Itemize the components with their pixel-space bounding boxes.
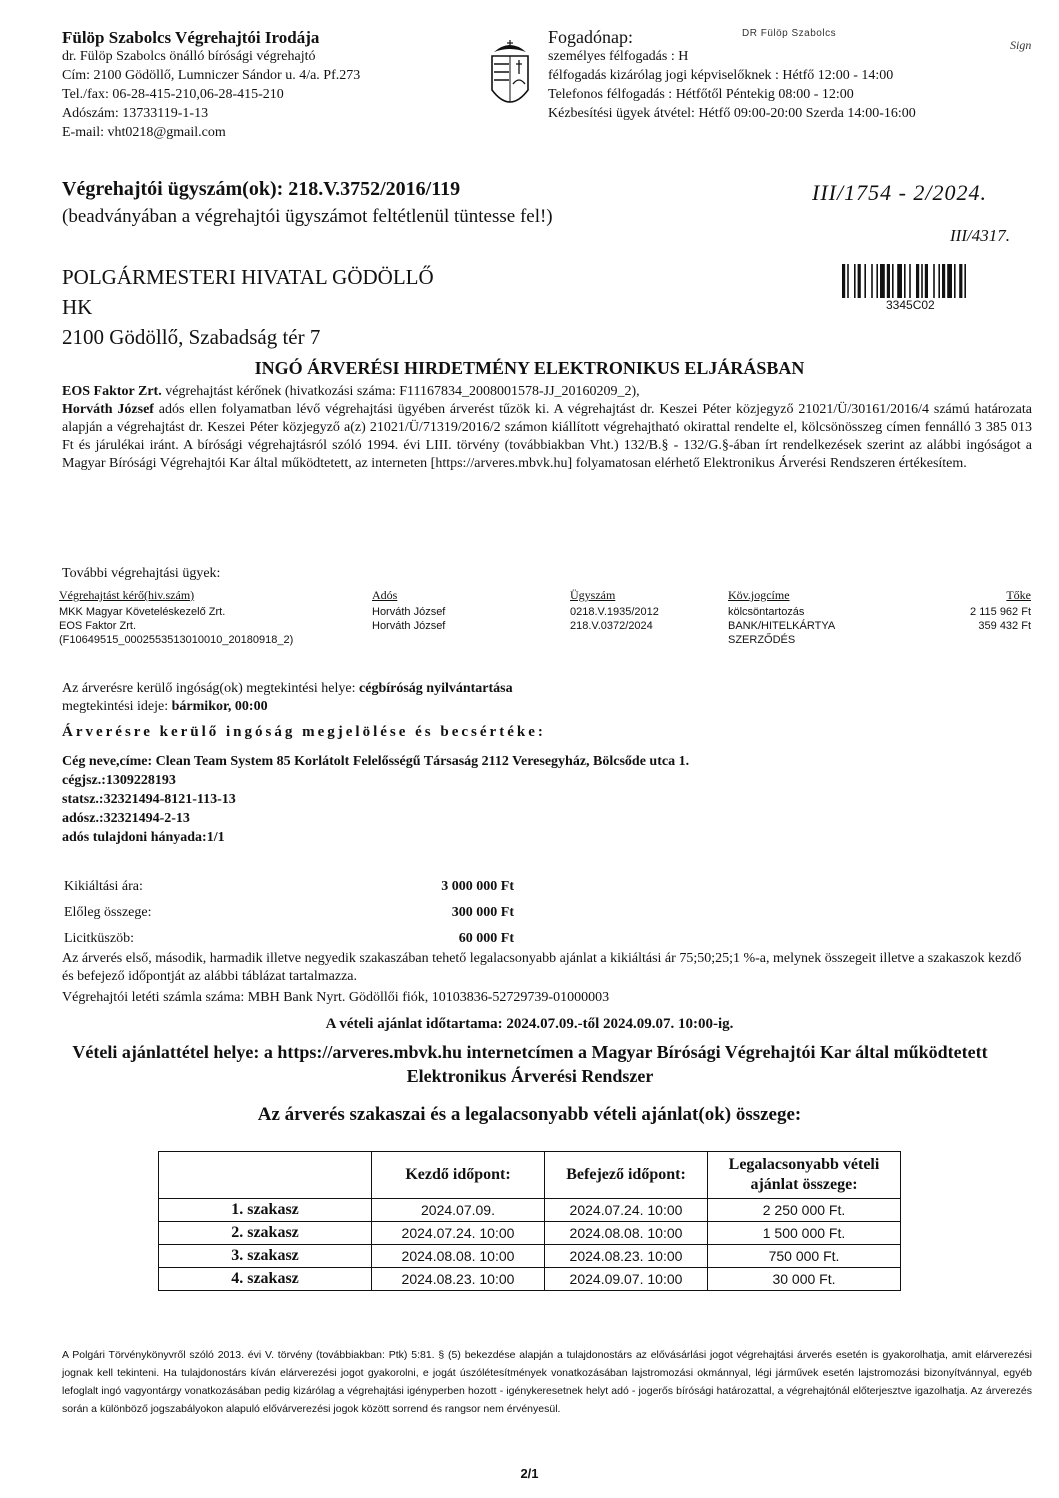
signature-mark: Sign (1010, 38, 1032, 52)
inspection-place-label: Az árverésre kerülő ingóság(ok) megtekintési helye: (62, 681, 356, 696)
creditor-ref: végrehajtást kérőnek (hivatkozási száma: F11167834_2008001578-JJ_20160209_2), (161, 384, 640, 399)
stage-start: 2024.07.24. 10:00 (372, 1222, 545, 1245)
case-number: Végrehajtói ügyszám(ok): 218.V.3752/2016/119 (62, 178, 461, 200)
cell: SZERZŐDÉS (728, 634, 796, 646)
stage-start: 2024.08.23. 10:00 (372, 1268, 545, 1291)
offer-period: A vételi ajánlat időtartama: 2024.07.09.-től 2024.09.07. 10:00-ig. (325, 1016, 734, 1032)
table-row (159, 1199, 901, 1222)
stage-label: 3. szakasz (159, 1245, 372, 1268)
items-list (62, 752, 689, 847)
col-header: Tőke (1006, 588, 1031, 602)
stage-start: 2024.08.08. 10:00 (372, 1245, 545, 1268)
fax-header: DR Fülöp Szabolcs (742, 28, 837, 39)
col-header: Ügyszám (570, 588, 616, 602)
table-row (64, 901, 514, 925)
list-item: statsz.:32321494-8121-113-13 (62, 792, 236, 807)
list-item: adós tulajdoni hányada:1/1 (62, 830, 225, 845)
price-value: 60 000 Ft (458, 931, 514, 946)
case-note: (beadványában a végrehajtói ügyszámot feltétlenül tüntesse fel!) (62, 206, 553, 227)
stages-title: Az árverés szakaszai és a legalacsonyabb vételi ajánlat(ok) összege: (257, 1104, 802, 1125)
cell (368, 633, 566, 647)
list-item: cégjsz.:1309228193 (62, 773, 176, 788)
inspection-time-value: bármikor, 00:00 (171, 699, 268, 714)
price-label: Licitküszöb: (64, 931, 134, 946)
table-row (55, 633, 1035, 647)
inspection-place-value: cégbíróság nyilvántartása (359, 681, 513, 696)
col-header: Végrehajtást kérő(hiv.szám) (59, 588, 195, 602)
office-block (62, 28, 360, 142)
price-value: 300 000 Ft (451, 905, 514, 920)
col-header: Legalacsonyabb vételi ajánlat összege: (708, 1152, 901, 1199)
col-header: Befejező időpont: (545, 1152, 708, 1199)
page-number: 2/1 (520, 1466, 539, 1481)
intro-text: adós ellen folyamatban lévő végrehajtási ügyében árverést tűzök ki. A végrehajtást dr. Keszei Péter közjegyző 21021/Ü/30161/2016/4 számú határozata alapján a végrehajtást dr. Keszei Péter közjegyző a(z) 21021/Ü/71319/2016/2 számon kiállított végrehajtható okirattal rendelte el, kölcsönösszeg címen fennálló 3 385 013 Ft és járulékai iránt. A bírósági végrehajtásról szóló 1994. évi LIII. törvény (továbbiakban Vht.) 132/B.§ - 132/G.§-ában írt rendelkezések szerint az alábbi ingóságot a Magyar Bírósági Végrehajtói Kar által működtetett, az interneten [https://arveres.mbvk.hu] folyamatosan elérhető Elektronikus Árverési Rendszeren értékesítem. (62, 402, 1033, 471)
footnote: A Polgári Törvénykönyvről szóló 2013. évi V. törvény (továbbiakban: Ptk) 5:81. § (5) bekezdése alapján a tulajdonostárs az elővásárlási jogot végrehajtási árverés esetén is gyakorolhatja, amit elárverezési jognak kell tekinteni. Ha tulajdonostárs kíván elárverezési jogot gyakorolni, e jogát úszólétesítmények vonatkozásában lajstromozási okmánnyal, légi járművek esetén lajstromozási bizonyítvánnyal, egyéb lefoglalt ingó vagyontárgy vonatkozásában pedig kizárólag a végrehajtási igényperben hozott - igénykeresetnek helyt adó - jogerős bírósági határozattal, a végrehajtónál előterjesztve igazolhatja. Az árverezés során a különböző jogszabályokon alapuló elővárverezési jogok között sorrend és rangsor nem érvényesül. (62, 1349, 1032, 1415)
table-row (64, 927, 514, 951)
cell: 218.V.0372/2024 (570, 620, 653, 632)
barcode-text: 3345C02 (886, 298, 935, 312)
more-cases-table (55, 586, 1035, 647)
list-item: Cég neve,címe: Clean Team System 85 Korlátolt Felelősségű Társaság 2112 Veresegyház, Bölcsőde utca 1. (62, 754, 690, 769)
inspection-info (62, 680, 513, 716)
table-row (159, 1245, 901, 1268)
more-cases-label: További végrehajtási ügyek: (62, 566, 221, 581)
reception-line: Kézbesítési ügyek átvétel: Hétfő 09:00-20:00 Szerda 14:00-16:00 (548, 106, 916, 121)
stage-min-offer: 750 000 Ft. (708, 1245, 901, 1268)
col-header (159, 1152, 372, 1199)
reception-line: Telefonos félfogadás : Hétfőtől Péntekig 08:00 - 12:00 (548, 87, 854, 102)
table-row (55, 619, 1035, 633)
escrow-account: Végrehajtói letéti számla száma: MBH Bank Nyrt. Gödöllői fiók, 10103836-52729739-01000003 (62, 990, 610, 1005)
cell (927, 633, 1035, 647)
office-name: Fülöp Szabolcs Végrehajtói Irodája (62, 28, 320, 47)
handwritten-registration: III/1754 - 2/2024. (812, 180, 988, 205)
barcode (842, 264, 1010, 298)
office-line: dr. Fülöp Szabolcs önálló bírósági végrehajtó (62, 49, 316, 64)
cell: kölcsöntartozás (728, 606, 805, 618)
handwritten-registration: III/4317. (950, 226, 1010, 245)
stage-min-offer: 30 000 Ft. (708, 1268, 901, 1291)
col-header: Kezdő időpont: (372, 1152, 545, 1199)
office-tax-number: Adószám: 13733119-1-13 (62, 106, 209, 121)
price-value: 3 000 000 Ft (441, 879, 514, 894)
addressee-address: 2100 Gödöllő, Szabadság tér 7 (62, 325, 321, 349)
table-row (64, 875, 514, 899)
reception-line: személyes félfogadás : H (548, 49, 689, 64)
stage-label: 2. szakasz (159, 1222, 372, 1245)
stage-label: 1. szakasz (159, 1199, 372, 1222)
items-heading: Árverésre kerülő ingóság megjelölése és becsértéke: (62, 724, 546, 740)
reception-line: félfogadás kizárólag jogi képviselőknek : Hétfő 12:00 - 14:00 (548, 68, 894, 83)
office-email: E-mail: vht0218@gmail.com (62, 125, 226, 140)
price-note: Az árverés első, második, harmadik illetve negyedik szakaszában tehető legalacsonyabb ajánlat a kikiáltási ár 75;50;25;1 %-a, melynek összegeit illetve a szakaszok kezdő és befejező időpontját az alábbi táblázat tartalmazza. (62, 951, 1022, 984)
col-header: Köv.jogcíme (728, 588, 790, 602)
cell (566, 633, 724, 647)
inspection-time-label: megtekintési ideje: (62, 699, 169, 714)
cell: Horváth József (372, 606, 446, 618)
stage-label: 4. szakasz (159, 1268, 372, 1291)
cell: (F10649515_0002553513010010_20180918_2) (59, 634, 294, 646)
stage-start: 2024.07.09. (372, 1199, 545, 1222)
creditor-name: EOS Faktor Zrt. (62, 384, 162, 399)
stage-end: 2024.08.23. 10:00 (545, 1245, 708, 1268)
stage-min-offer: 1 500 000 Ft. (708, 1222, 901, 1245)
stages-table (158, 1151, 901, 1291)
offer-place: Vételi ajánlattétel helye: a https://arveres.mbvk.hu internetcímen a Magyar Bírósági Végrehajtói Kar által működtetett Elektronikus Árverési Rendszer (72, 1042, 988, 1086)
addressee (62, 262, 434, 352)
price-label: Előleg összege: (64, 905, 152, 920)
cell: BANK/HITELKÁRTYA (728, 620, 836, 632)
cell: 0218.V.1935/2012 (570, 606, 659, 618)
table-row (55, 605, 1035, 619)
list-item: adósz.:32321494-2-13 (62, 811, 190, 826)
cell: MKK Magyar Követeléskezelő Zrt. (59, 606, 226, 618)
office-phone: Tel./fax: 06-28-415-210,06-28-415-210 (62, 87, 284, 102)
addressee-dept: HK (62, 295, 93, 319)
col-header: Adós (372, 588, 398, 602)
stage-end: 2024.07.24. 10:00 (545, 1199, 708, 1222)
stage-end: 2024.08.08. 10:00 (545, 1222, 708, 1245)
intro-paragraph (62, 383, 1032, 473)
cell: 2 115 962 Ft (970, 606, 1031, 618)
cell: Horváth József (372, 620, 446, 632)
price-label: Kikiáltási ára: (64, 879, 143, 894)
debtor-name: Horváth József (62, 402, 154, 417)
reception-title: Fogadónap: (548, 27, 633, 47)
document-title: INGÓ ÁRVERÉSI HIRDETMÉNY ELEKTRONIKUS ELJÁRÁSBAN (254, 358, 805, 378)
stage-min-offer: 2 250 000 Ft. (708, 1199, 901, 1222)
addressee-name: POLGÁRMESTERI HIVATAL GÖDÖLLŐ (62, 265, 434, 289)
cell: 359 432 Ft (978, 620, 1031, 632)
table-row (159, 1268, 901, 1291)
cell: EOS Faktor Zrt. (59, 620, 137, 632)
stage-end: 2024.09.07. 10:00 (545, 1268, 708, 1291)
office-address: Cím: 2100 Gödöllő, Lumniczer Sándor u. 4/a. Pf.273 (62, 68, 361, 83)
prices-table (62, 873, 516, 953)
reception-block (548, 28, 916, 123)
table-row (159, 1222, 901, 1245)
coat-of-arms-icon (480, 38, 540, 118)
